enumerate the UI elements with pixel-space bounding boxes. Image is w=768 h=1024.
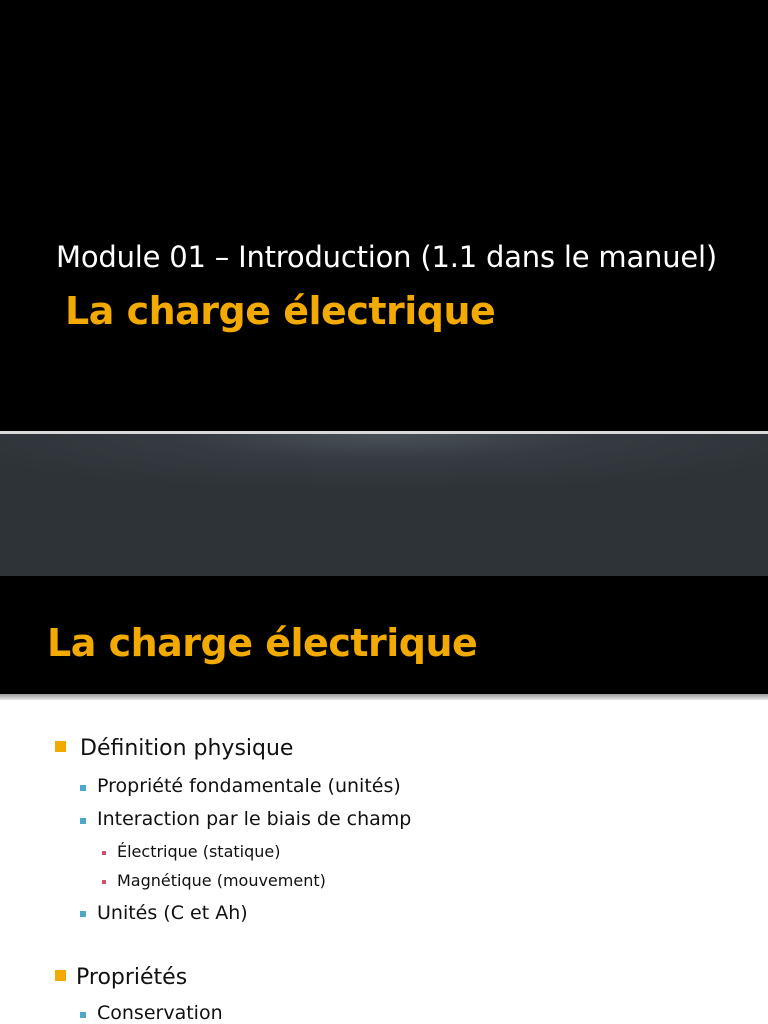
bullet-level1 bbox=[55, 741, 66, 752]
bullet-item: Magnétique (mouvement) bbox=[117, 871, 326, 890]
slide-gap-band bbox=[0, 434, 768, 576]
bullet-level2 bbox=[80, 911, 86, 917]
bullet-level2 bbox=[80, 785, 86, 791]
bullet-item: Unités (C et Ah) bbox=[97, 902, 248, 924]
bullet-level2 bbox=[80, 818, 86, 824]
bullet-level3 bbox=[102, 851, 106, 855]
bullet-item: Définition physique bbox=[80, 736, 294, 761]
slide-title: La charge électrique bbox=[65, 289, 496, 333]
bullet-item: Propriété fondamentale (unités) bbox=[97, 775, 401, 797]
slide-subtitle: Module 01 – Introduction (1.1 dans le manuel) bbox=[56, 240, 717, 274]
bullet-item: Propriétés bbox=[76, 965, 188, 990]
bullet-level3 bbox=[102, 880, 106, 884]
bullet-item: Interaction par le biais de champ bbox=[97, 808, 412, 830]
title-slide bbox=[0, 0, 768, 431]
bullet-item: Conservation bbox=[97, 1002, 223, 1024]
content-slide-body bbox=[0, 700, 768, 1024]
bullet-level1 bbox=[55, 970, 66, 981]
bullet-level2 bbox=[80, 1012, 86, 1018]
content-slide-title: La charge électrique bbox=[47, 621, 478, 665]
content-slide-header bbox=[0, 576, 768, 694]
bullet-item: Électrique (statique) bbox=[117, 842, 281, 861]
